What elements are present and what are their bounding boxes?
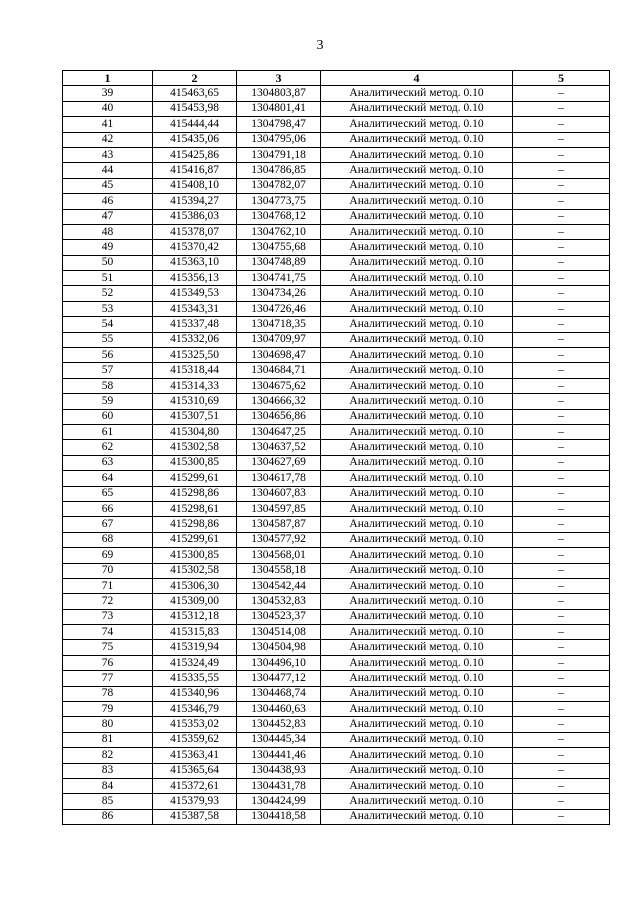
table-row [63,517,610,532]
point-number-cell: 41 [63,117,153,132]
point-number-cell: 85 [63,794,153,809]
note-cell: – [513,224,610,239]
x-coordinate-cell: 415444,44 [153,117,237,132]
note-cell: – [513,440,610,455]
table-row [63,702,610,717]
page-number: 3 [316,38,324,53]
point-number-cell: 46 [63,194,153,209]
method-cell: Аналитический метод. 0.10 [321,271,513,286]
x-coordinate-cell: 415306,30 [153,578,237,593]
method-cell: Аналитический метод. 0.10 [321,194,513,209]
note-cell: – [513,286,610,301]
method-cell: Аналитический метод. 0.10 [321,178,513,193]
x-coordinate-cell: 415325,50 [153,348,237,363]
y-coordinate-cell: 1304748,89 [237,255,321,270]
method-cell: Аналитический метод. 0.10 [321,702,513,717]
note-cell: – [513,455,610,470]
note-cell: – [513,748,610,763]
point-number-cell: 64 [63,471,153,486]
table-row [63,532,610,547]
note-cell: – [513,471,610,486]
note-cell: – [513,409,610,424]
method-cell: Аналитический метод. 0.10 [321,671,513,686]
note-cell: – [513,424,610,439]
point-number-cell: 44 [63,163,153,178]
y-coordinate-cell: 1304496,10 [237,655,321,670]
method-cell: Аналитический метод. 0.10 [321,794,513,809]
point-number-cell: 39 [63,86,153,101]
table-row [63,717,610,732]
x-coordinate-cell: 415299,61 [153,532,237,547]
table-row [63,363,610,378]
method-cell: Аналитический метод. 0.10 [321,548,513,563]
y-coordinate-cell: 1304514,08 [237,625,321,640]
table-row [63,686,610,701]
table-row [63,471,610,486]
point-number-cell: 56 [63,348,153,363]
column-header-5: 5 [513,71,610,86]
table-row [63,132,610,147]
table-row [63,409,610,424]
point-number-cell: 63 [63,455,153,470]
x-coordinate-cell: 415379,93 [153,794,237,809]
table-row [63,147,610,162]
x-coordinate-cell: 415349,53 [153,286,237,301]
table-row [63,732,610,747]
method-cell: Аналитический метод. 0.10 [321,424,513,439]
point-number-cell: 66 [63,501,153,516]
x-coordinate-cell: 415343,31 [153,301,237,316]
method-cell: Аналитический метод. 0.10 [321,532,513,547]
x-coordinate-cell: 415363,10 [153,255,237,270]
table-row [63,778,610,793]
method-cell: Аналитический метод. 0.10 [321,655,513,670]
point-number-cell: 75 [63,640,153,655]
point-number-cell: 70 [63,563,153,578]
y-coordinate-cell: 1304468,74 [237,686,321,701]
method-cell: Аналитический метод. 0.10 [321,486,513,501]
table-row [63,240,610,255]
table-row [63,594,610,609]
note-cell: – [513,163,610,178]
x-coordinate-cell: 415346,79 [153,702,237,717]
method-cell: Аналитический метод. 0.10 [321,440,513,455]
table-row [63,163,610,178]
table-row [63,563,610,578]
note-cell: – [513,563,610,578]
table-row [63,178,610,193]
table-row [63,501,610,516]
point-number-cell: 47 [63,209,153,224]
x-coordinate-cell: 415319,94 [153,640,237,655]
point-number-cell: 72 [63,594,153,609]
y-coordinate-cell: 1304504,98 [237,640,321,655]
point-number-cell: 57 [63,363,153,378]
x-coordinate-cell: 415394,27 [153,194,237,209]
point-number-cell: 77 [63,671,153,686]
point-number-cell: 61 [63,424,153,439]
table-row [63,101,610,116]
y-coordinate-cell: 1304568,01 [237,548,321,563]
y-coordinate-cell: 1304523,37 [237,609,321,624]
x-coordinate-cell: 415370,42 [153,240,237,255]
x-coordinate-cell: 415353,02 [153,717,237,732]
note-cell: – [513,132,610,147]
table-row [63,317,610,332]
y-coordinate-cell: 1304577,92 [237,532,321,547]
note-cell: – [513,732,610,747]
y-coordinate-cell: 1304709,97 [237,332,321,347]
y-coordinate-cell: 1304441,46 [237,748,321,763]
note-cell: – [513,548,610,563]
point-number-cell: 78 [63,686,153,701]
x-coordinate-cell: 415435,06 [153,132,237,147]
table-row [63,224,610,239]
point-number-cell: 84 [63,778,153,793]
x-coordinate-cell: 415387,58 [153,809,237,824]
point-number-cell: 83 [63,763,153,778]
table-row [63,548,610,563]
y-coordinate-cell: 1304460,63 [237,702,321,717]
method-cell: Аналитический метод. 0.10 [321,286,513,301]
note-cell: – [513,794,610,809]
x-coordinate-cell: 415309,00 [153,594,237,609]
point-number-cell: 79 [63,702,153,717]
note-cell: – [513,671,610,686]
table-row [63,748,610,763]
y-coordinate-cell: 1304445,34 [237,732,321,747]
point-number-cell: 60 [63,409,153,424]
note-cell: – [513,625,610,640]
y-coordinate-cell: 1304741,75 [237,271,321,286]
y-coordinate-cell: 1304452,83 [237,717,321,732]
note-cell: – [513,778,610,793]
column-header-2: 2 [153,71,237,86]
note-cell: – [513,501,610,516]
point-number-cell: 86 [63,809,153,824]
note-cell: – [513,486,610,501]
x-coordinate-cell: 415299,61 [153,471,237,486]
y-coordinate-cell: 1304698,47 [237,348,321,363]
x-coordinate-cell: 415337,48 [153,317,237,332]
note-cell: – [513,717,610,732]
point-number-cell: 71 [63,578,153,593]
note-cell: – [513,655,610,670]
y-coordinate-cell: 1304803,87 [237,86,321,101]
note-cell: – [513,117,610,132]
method-cell: Аналитический метод. 0.10 [321,763,513,778]
method-cell: Аналитический метод. 0.10 [321,117,513,132]
note-cell: – [513,348,610,363]
y-coordinate-cell: 1304647,25 [237,424,321,439]
table-row [63,763,610,778]
y-coordinate-cell: 1304532,83 [237,594,321,609]
table-row [63,255,610,270]
table-row [63,332,610,347]
point-number-cell: 62 [63,440,153,455]
y-coordinate-cell: 1304637,52 [237,440,321,455]
x-coordinate-cell: 415310,69 [153,394,237,409]
table-row [63,424,610,439]
table-row [63,348,610,363]
x-coordinate-cell: 415302,58 [153,563,237,578]
point-number-cell: 53 [63,301,153,316]
y-coordinate-cell: 1304587,87 [237,517,321,532]
method-cell: Аналитический метод. 0.10 [321,317,513,332]
y-coordinate-cell: 1304424,99 [237,794,321,809]
method-cell: Аналитический метод. 0.10 [321,578,513,593]
note-cell: – [513,178,610,193]
method-cell: Аналитический метод. 0.10 [321,640,513,655]
table-row [63,455,610,470]
y-coordinate-cell: 1304755,68 [237,240,321,255]
point-number-cell: 48 [63,224,153,239]
method-cell: Аналитический метод. 0.10 [321,132,513,147]
x-coordinate-cell: 415315,83 [153,625,237,640]
note-cell: – [513,594,610,609]
y-coordinate-cell: 1304798,47 [237,117,321,132]
y-coordinate-cell: 1304684,71 [237,363,321,378]
method-cell: Аналитический метод. 0.10 [321,717,513,732]
method-cell: Аналитический метод. 0.10 [321,563,513,578]
note-cell: – [513,101,610,116]
x-coordinate-cell: 415312,18 [153,609,237,624]
table-row [63,286,610,301]
note-cell: – [513,640,610,655]
x-coordinate-cell: 415324,49 [153,655,237,670]
point-number-cell: 40 [63,101,153,116]
column-header-4: 4 [321,71,513,86]
column-header-1: 1 [63,71,153,86]
point-number-cell: 55 [63,332,153,347]
x-coordinate-cell: 415298,86 [153,486,237,501]
method-cell: Аналитический метод. 0.10 [321,732,513,747]
method-cell: Аналитический метод. 0.10 [321,147,513,162]
y-coordinate-cell: 1304656,86 [237,409,321,424]
y-coordinate-cell: 1304627,69 [237,455,321,470]
method-cell: Аналитический метод. 0.10 [321,778,513,793]
y-coordinate-cell: 1304477,12 [237,671,321,686]
x-coordinate-cell: 415332,06 [153,332,237,347]
y-coordinate-cell: 1304617,78 [237,471,321,486]
point-number-cell: 81 [63,732,153,747]
note-cell: – [513,194,610,209]
x-coordinate-cell: 415463,65 [153,86,237,101]
note-cell: – [513,86,610,101]
note-cell: – [513,763,610,778]
table-header-row [63,71,610,86]
y-coordinate-cell: 1304734,26 [237,286,321,301]
method-cell: Аналитический метод. 0.10 [321,332,513,347]
method-cell: Аналитический метод. 0.10 [321,86,513,101]
point-number-cell: 54 [63,317,153,332]
table-row [63,117,610,132]
y-coordinate-cell: 1304558,18 [237,563,321,578]
point-number-cell: 45 [63,178,153,193]
table-row [63,655,610,670]
note-cell: – [513,378,610,393]
table-row [63,794,610,809]
y-coordinate-cell: 1304791,18 [237,147,321,162]
method-cell: Аналитический метод. 0.10 [321,255,513,270]
y-coordinate-cell: 1304768,12 [237,209,321,224]
coordinates-table [62,70,610,825]
table-row [63,209,610,224]
point-number-cell: 43 [63,147,153,162]
y-coordinate-cell: 1304773,75 [237,194,321,209]
y-coordinate-cell: 1304597,85 [237,501,321,516]
point-number-cell: 51 [63,271,153,286]
point-number-cell: 73 [63,609,153,624]
method-cell: Аналитический метод. 0.10 [321,363,513,378]
table-row [63,394,610,409]
method-cell: Аналитический метод. 0.10 [321,748,513,763]
x-coordinate-cell: 415408,10 [153,178,237,193]
table-row [63,640,610,655]
method-cell: Аналитический метод. 0.10 [321,163,513,178]
y-coordinate-cell: 1304718,35 [237,317,321,332]
table-row [63,378,610,393]
method-cell: Аналитический метод. 0.10 [321,394,513,409]
method-cell: Аналитический метод. 0.10 [321,625,513,640]
table-row [63,578,610,593]
point-number-cell: 74 [63,625,153,640]
table-row [63,609,610,624]
method-cell: Аналитический метод. 0.10 [321,378,513,393]
x-coordinate-cell: 415298,86 [153,517,237,532]
point-number-cell: 65 [63,486,153,501]
table-row [63,86,610,101]
method-cell: Аналитический метод. 0.10 [321,609,513,624]
table-row [63,271,610,286]
point-number-cell: 67 [63,517,153,532]
y-coordinate-cell: 1304795,06 [237,132,321,147]
table-row [63,625,610,640]
x-coordinate-cell: 415300,85 [153,455,237,470]
table-row [63,671,610,686]
method-cell: Аналитический метод. 0.10 [321,594,513,609]
method-cell: Аналитический метод. 0.10 [321,809,513,824]
x-coordinate-cell: 415378,07 [153,224,237,239]
point-number-cell: 69 [63,548,153,563]
method-cell: Аналитический метод. 0.10 [321,409,513,424]
note-cell: – [513,147,610,162]
note-cell: – [513,394,610,409]
method-cell: Аналитический метод. 0.10 [321,686,513,701]
method-cell: Аналитический метод. 0.10 [321,240,513,255]
method-cell: Аналитический метод. 0.10 [321,209,513,224]
table-row [63,301,610,316]
table-body [63,86,610,825]
method-cell: Аналитический метод. 0.10 [321,501,513,516]
note-cell: – [513,363,610,378]
point-number-cell: 82 [63,748,153,763]
method-cell: Аналитический метод. 0.10 [321,101,513,116]
point-number-cell: 52 [63,286,153,301]
point-number-cell: 59 [63,394,153,409]
method-cell: Аналитический метод. 0.10 [321,301,513,316]
y-coordinate-cell: 1304801,41 [237,101,321,116]
note-cell: – [513,332,610,347]
table-row [63,486,610,501]
y-coordinate-cell: 1304431,78 [237,778,321,793]
x-coordinate-cell: 415304,80 [153,424,237,439]
x-coordinate-cell: 415365,64 [153,763,237,778]
note-cell: – [513,609,610,624]
note-cell: – [513,255,610,270]
x-coordinate-cell: 415359,62 [153,732,237,747]
y-coordinate-cell: 1304726,46 [237,301,321,316]
x-coordinate-cell: 415298,61 [153,501,237,516]
method-cell: Аналитический метод. 0.10 [321,348,513,363]
table-row [63,440,610,455]
x-coordinate-cell: 415335,55 [153,671,237,686]
x-coordinate-cell: 415386,03 [153,209,237,224]
note-cell: – [513,517,610,532]
method-cell: Аналитический метод. 0.10 [321,471,513,486]
x-coordinate-cell: 415425,86 [153,147,237,162]
method-cell: Аналитический метод. 0.10 [321,455,513,470]
x-coordinate-cell: 415453,98 [153,101,237,116]
x-coordinate-cell: 415318,44 [153,363,237,378]
y-coordinate-cell: 1304675,62 [237,378,321,393]
x-coordinate-cell: 415314,33 [153,378,237,393]
point-number-cell: 80 [63,717,153,732]
y-coordinate-cell: 1304786,85 [237,163,321,178]
column-header-3: 3 [237,71,321,86]
y-coordinate-cell: 1304418,58 [237,809,321,824]
point-number-cell: 42 [63,132,153,147]
method-cell: Аналитический метод. 0.10 [321,517,513,532]
point-number-cell: 49 [63,240,153,255]
x-coordinate-cell: 415300,85 [153,548,237,563]
x-coordinate-cell: 415356,13 [153,271,237,286]
note-cell: – [513,301,610,316]
point-number-cell: 68 [63,532,153,547]
y-coordinate-cell: 1304607,83 [237,486,321,501]
y-coordinate-cell: 1304666,32 [237,394,321,409]
x-coordinate-cell: 415416,87 [153,163,237,178]
x-coordinate-cell: 415302,58 [153,440,237,455]
x-coordinate-cell: 415363,41 [153,748,237,763]
x-coordinate-cell: 415372,61 [153,778,237,793]
point-number-cell: 50 [63,255,153,270]
y-coordinate-cell: 1304782,07 [237,178,321,193]
y-coordinate-cell: 1304438,93 [237,763,321,778]
note-cell: – [513,809,610,824]
method-cell: Аналитический метод. 0.10 [321,224,513,239]
point-number-cell: 58 [63,378,153,393]
note-cell: – [513,686,610,701]
y-coordinate-cell: 1304762,10 [237,224,321,239]
note-cell: – [513,271,610,286]
note-cell: – [513,578,610,593]
x-coordinate-cell: 415340,96 [153,686,237,701]
y-coordinate-cell: 1304542,44 [237,578,321,593]
note-cell: – [513,240,610,255]
note-cell: – [513,209,610,224]
table-row [63,194,610,209]
note-cell: – [513,317,610,332]
x-coordinate-cell: 415307,51 [153,409,237,424]
note-cell: – [513,702,610,717]
table-row [63,809,610,824]
point-number-cell: 76 [63,655,153,670]
note-cell: – [513,532,610,547]
